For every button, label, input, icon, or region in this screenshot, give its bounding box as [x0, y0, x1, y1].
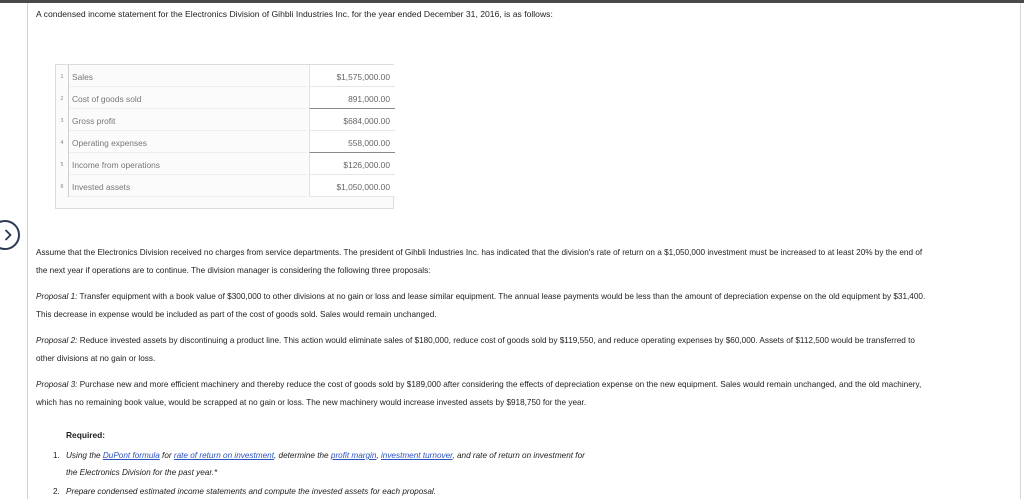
row-label: Sales	[72, 72, 93, 82]
income-statement-table	[55, 64, 394, 209]
row-value: $126,000.00	[343, 160, 390, 170]
required-item-2: Prepare condensed estimated income statements and compute the invested assets for each proposal.	[66, 487, 437, 496]
proposal-2-line-1: Reduce invested assets by discontinuing a product line. This action would eliminate sales of $180,000, reduce cost of goods sold by $119,550, and reduce operating expenses by $60,000. Assets of $112,500 would be transferred to	[77, 336, 915, 345]
value-cell[interactable]	[309, 153, 395, 175]
row-label: Income from operations	[72, 160, 160, 170]
row-number: 3	[60, 118, 64, 124]
proposal-1-label: Proposal 1:	[36, 292, 78, 301]
rate-of-return-link[interactable]: rate of return on investment	[173, 451, 274, 460]
chevron-right-icon	[4, 229, 12, 241]
proposal-1-line-2: This decrease in expense would be included as part of the cost of goods sold. Sales would remain unchanged.	[36, 310, 437, 319]
proposal-3-label: Proposal 3:	[36, 380, 78, 389]
row-number: 6	[60, 184, 64, 190]
table-row	[56, 87, 393, 109]
row-number: 1	[60, 74, 64, 80]
required-item-1-text: Using the	[66, 451, 103, 460]
required-item-2-number: 2.	[53, 487, 60, 496]
required-item-1-text: , determine the	[274, 451, 331, 460]
value-cell[interactable]	[309, 65, 395, 87]
table-row	[56, 109, 393, 131]
intro-text: A condensed income statement for the Electronics Division of Gihbli Industries Inc. for the year ended December 31, 2016, is as follows:	[36, 9, 553, 19]
investment-turnover-link[interactable]: investment turnover	[380, 451, 453, 460]
proposal-3-paragraph	[36, 376, 1018, 412]
proposal-2-line-2: other divisions at no gain or loss.	[36, 354, 156, 363]
row-number: 5	[60, 162, 64, 168]
required-item-1-line-2: the Electronics Division for the past year.*	[66, 468, 218, 477]
proposal-1-line-1: Transfer equipment with a book value of $300,000 to other divisions at no gain or loss and lease similar equipment. The annual lease payments would be less than the amount of depreciation expense on the old equipment by $31,400.	[77, 292, 926, 301]
row-value: $684,000.00	[343, 116, 390, 126]
proposal-1-paragraph	[36, 288, 1018, 324]
required-item-1-text: , and rate of return on investment for	[452, 451, 585, 460]
required-heading: Required:	[66, 430, 106, 440]
row-value: $1,050,000.00	[336, 182, 390, 192]
required-item-1-number: 1.	[53, 451, 60, 460]
top-bar	[0, 0, 1024, 3]
row-label: Gross profit	[72, 116, 116, 126]
proposal-3-line-2: which has no remaining book value, would be scrapped at no gain or loss. The new machinery would increase invested assets by $918,750 for the year.	[36, 398, 587, 407]
row-value: $1,575,000.00	[336, 72, 390, 82]
table-row	[56, 175, 393, 197]
table-row	[56, 153, 393, 175]
expand-panel-button[interactable]	[0, 220, 20, 250]
profit-margin-link[interactable]: profit margin	[330, 451, 377, 460]
proposal-2-label: Proposal 2:	[36, 336, 78, 345]
table-row	[56, 65, 393, 87]
table-row	[56, 131, 393, 153]
value-cell[interactable]	[309, 175, 395, 197]
row-label: Operating expenses	[72, 138, 147, 148]
assumption-line-2: the next year if operations are to continue. The division manager is considering the following three proposals:	[36, 266, 431, 275]
required-item-1	[66, 451, 585, 460]
right-divider	[1020, 3, 1021, 499]
assumption-paragraph	[36, 244, 1018, 280]
proposal-3-line-1: Purchase new and more efficient machinery and thereby reduce the cost of goods sold by $189,000 after considering the effects of depreciation expense on the new equipment. Sales would remain unchanged, and the old machinery,	[77, 380, 922, 389]
value-cell[interactable]	[309, 109, 395, 131]
row-number: 4	[60, 140, 64, 146]
required-item-1-text: for	[159, 451, 174, 460]
row-number: 2	[60, 96, 64, 102]
left-divider	[27, 3, 28, 499]
proposal-2-paragraph	[36, 332, 1018, 368]
value-cell[interactable]	[309, 87, 395, 109]
assumption-line-1: Assume that the Electronics Division received no charges from service departments. The president of Gihbli Industries Inc. has indicated that the division's rate of return on a $1,050,000 investment must be increased to at least 20% by the end of	[36, 248, 923, 257]
row-value: 891,000.00	[348, 94, 390, 104]
row-label: Cost of goods sold	[72, 94, 142, 104]
row-label: Invested assets	[72, 182, 131, 192]
value-cell[interactable]	[309, 131, 395, 153]
dupont-formula-link[interactable]: DuPont formula	[102, 451, 160, 460]
required-item-1-text: ,	[376, 451, 381, 460]
row-value: 558,000.00	[348, 138, 390, 148]
